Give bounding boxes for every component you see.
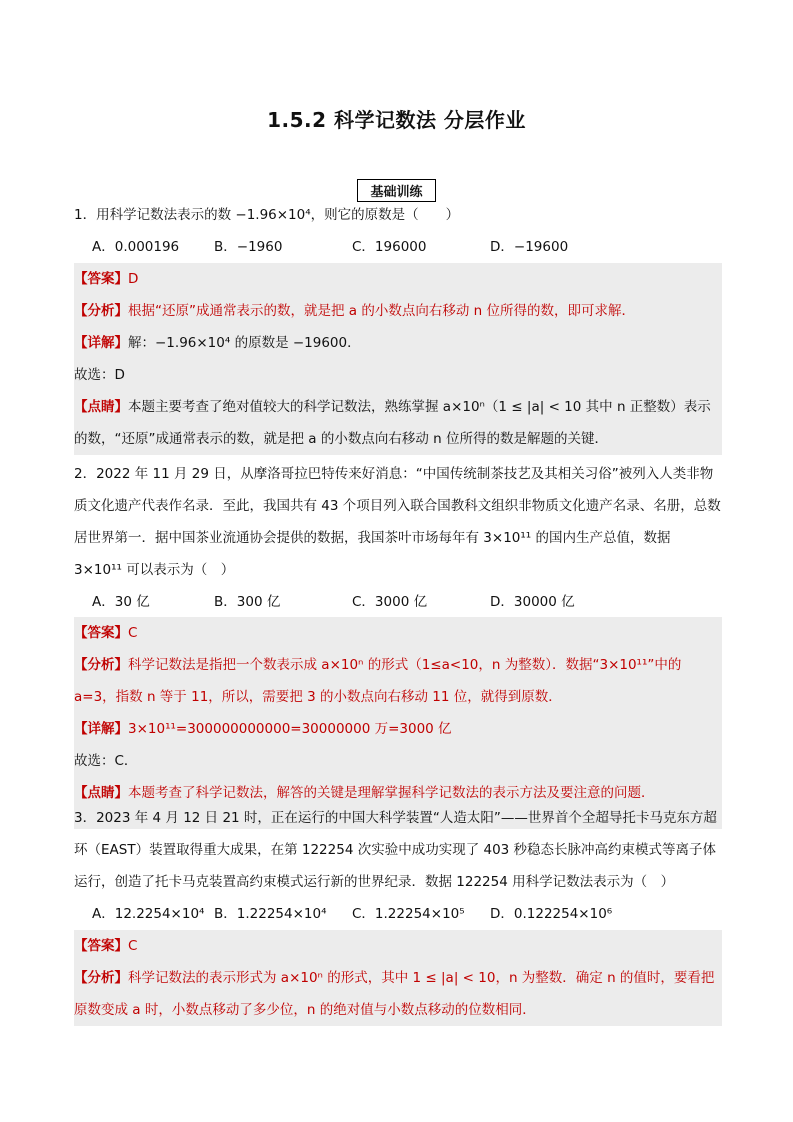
answer-tag: 【答案】 xyxy=(74,271,128,287)
option-c: C．196000 xyxy=(352,239,427,255)
answer-value: C xyxy=(128,938,138,954)
question-2-options xyxy=(74,586,722,618)
option-a: A．0.000196 xyxy=(92,239,180,255)
option-c: C．3000 亿 xyxy=(352,594,428,610)
detail-text: 解：−1.96×10⁴ 的原数是 −19600． xyxy=(128,335,361,351)
comment-text: 本题主要考查了绝对值较大的科学记数法，熟练掌握 a×10ⁿ（1 ≤ |a| < 10 其中 n 正整数）表示的数，“还原”成通常表示的数，就是把 a 的小数点向右移动 n 位所得的数是解题的关键． xyxy=(74,399,711,447)
option-d: D．30000 亿 xyxy=(490,594,575,610)
page-title: 1.5.2 科学记数法 分层作业 xyxy=(267,108,526,132)
question-1-solution xyxy=(74,263,722,455)
option-b: B．1.22254×10⁴ xyxy=(214,906,327,922)
option-c: C．1.22254×10⁵ xyxy=(352,906,465,922)
detail-tag: 【详解】 xyxy=(74,335,128,351)
answer-line xyxy=(74,930,722,962)
analysis-line xyxy=(74,962,722,1026)
analysis-line xyxy=(74,295,722,327)
detail-line xyxy=(74,327,722,359)
answer-line xyxy=(74,263,722,295)
comment-tag: 【点睛】 xyxy=(74,785,128,801)
detail-text: 3×10¹¹=300000000000=30000000 万=3000 亿 xyxy=(128,721,452,737)
question-2 xyxy=(74,458,722,618)
option-d: D．0.122254×10⁶ xyxy=(490,906,613,922)
analysis-line xyxy=(74,649,722,713)
analysis-text: 根据“还原”成通常表示的数，就是把 a 的小数点向右移动 n 位所得的数，即可求解． xyxy=(128,303,635,319)
comment-text: 本题考查了科学记数法，解答的关键是理解掌握科学记数法的表示方法及要注意的问题． xyxy=(128,785,655,801)
analysis-tag: 【分析】 xyxy=(74,657,128,673)
question-1-options xyxy=(74,231,722,263)
option-b: B．300 亿 xyxy=(214,594,281,610)
analysis-tag: 【分析】 xyxy=(74,303,128,319)
answer-value: C xyxy=(128,625,138,641)
analysis-tag: 【分析】 xyxy=(74,970,128,986)
answer-tag: 【答案】 xyxy=(74,625,128,641)
question-3-solution xyxy=(74,930,722,1026)
option-b: B．−1960 xyxy=(214,239,283,255)
answer-line xyxy=(74,617,722,649)
question-2-solution xyxy=(74,617,722,829)
question-3-stem: 3．2023 年 4 月 12 日 21 时，正在运行的中国大科学装置“人造太阳”——世界首个全超导托卡马克东方超环（EAST）装置取得重大成果，在第 122254 次实验中成功实现了 403 秒稳态长脉冲高约束模式等离子体运行，创造了托卡马克装置高约束模式运行新的世界纪录．数据 122254 用科学记数法表示为（ ） xyxy=(74,810,717,890)
choice-line: 故选：D xyxy=(74,367,125,383)
answer-value: D xyxy=(128,271,139,287)
answer-tag: 【答案】 xyxy=(74,938,128,954)
detail-line xyxy=(74,713,722,745)
section-label: 基础训练 xyxy=(357,179,435,202)
question-1 xyxy=(74,199,722,263)
option-a: A．12.2254×10⁴ xyxy=(92,906,205,922)
question-3 xyxy=(74,802,722,930)
comment-line xyxy=(74,391,722,455)
choice-line: 故选：C． xyxy=(74,753,138,769)
question-2-stem: 2．2022 年 11 月 29 日，从摩洛哥拉巴特传来好消息：“中国传统制茶技艺及其相关习俗”被列入人类非物质文化遗产代表作名录．至此，我国共有 43 个项目列入联合国教科文组织非物质文化遗产名录、名册，总数居世界第一．据中国茶业流通协会提供的数据，我国茶叶市场每年有 3×10¹¹ 的国内生产总值，数据 3×10¹¹ 可以表示为（ ） xyxy=(74,466,721,578)
analysis-text: 科学记数法是指把一个数表示成 a×10ⁿ 的形式（1≤a<10，n 为整数）．数据“3×10¹¹”中的 a=3，指数 n 等于 11，所以，需要把 3 的小数点向右移动 11 位，就得到原数． xyxy=(74,657,682,705)
detail-tag: 【详解】 xyxy=(74,721,128,737)
analysis-text: 科学记数法的表示形式为 a×10ⁿ 的形式，其中 1 ≤ |a| < 10，n 为整数．确定 n 的值时，要看把原数变成 a 时，小数点移动了多少位，n 的绝对值与小数点移动的位数相同． xyxy=(74,970,715,1018)
option-d: D．−19600 xyxy=(490,239,569,255)
question-1-stem: 1．用科学记数法表示的数 −1.96×10⁴，则它的原数是（ ） xyxy=(74,207,460,223)
question-3-options xyxy=(74,898,722,930)
comment-tag: 【点睛】 xyxy=(74,399,128,415)
option-a: A．30 亿 xyxy=(92,594,150,610)
